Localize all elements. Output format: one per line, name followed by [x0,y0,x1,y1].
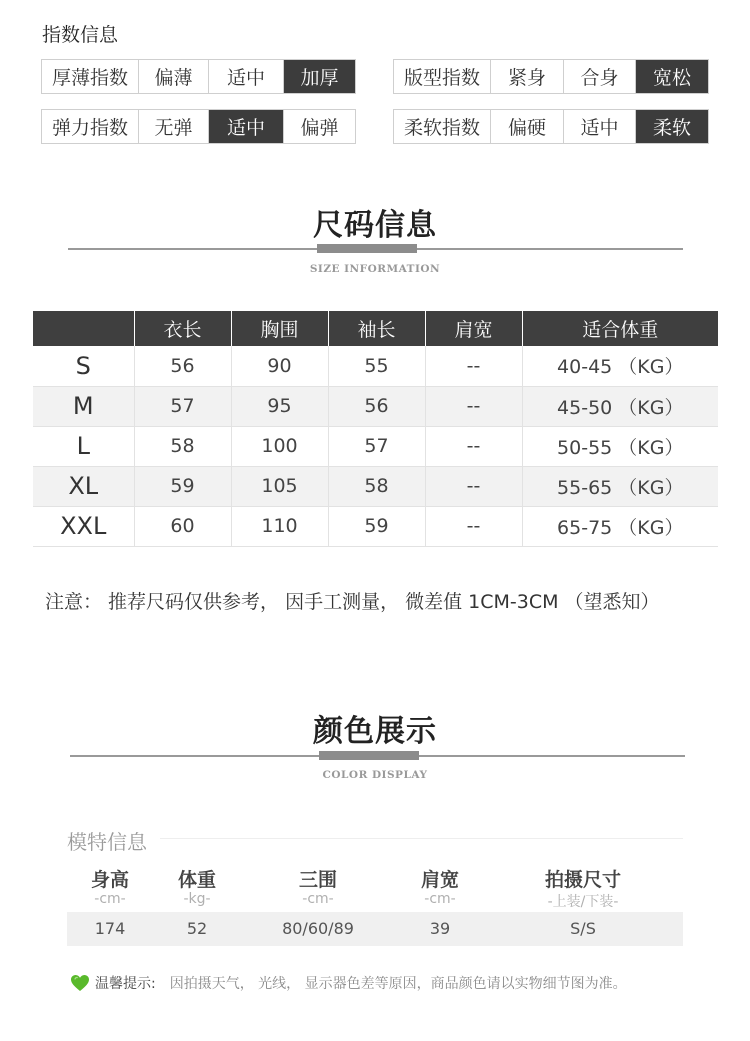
index-option-moderate-soft: 适中 [564,110,636,143]
tip-notice [70,973,627,993]
size-label: L [33,426,134,466]
size-cell: 105 [231,466,328,506]
index-label-fit: 版型指数 [394,60,491,93]
model-value-height: 174 [94,919,126,938]
size-cell: 55-65 （KG） [522,466,718,506]
table-row [33,466,718,506]
size-cell: 50-55 （KG） [522,426,718,466]
size-table [33,311,718,547]
index-info-title: 指数信息 [42,24,119,46]
index-option-thin: 偏薄 [139,60,209,93]
tip-text: 因拍摄天气， 光线， 显示器色差等原因，商品颜色请以实物细节图为准。 [169,976,627,992]
size-section-subtitle: SIZE INFORMATION [309,263,441,275]
size-cell: 45-50 （KG） [522,386,718,426]
size-cell: 55 [328,346,425,386]
index-label-elasticity: 弹力指数 [42,110,139,143]
size-cell: 56 [134,346,231,386]
table-row [33,426,718,466]
model-unit-shoulder: -cm- [424,891,456,907]
size-cell: -- [425,346,522,386]
size-label: XL [33,466,134,506]
index-group-fit [393,59,709,94]
model-value-shoulder: 39 [429,919,451,938]
size-section-title: 尺码信息 [313,208,437,243]
green-heart-icon [70,974,90,992]
size-cell: 58 [134,426,231,466]
size-cell: -- [425,386,522,426]
size-cell: 57 [328,426,425,466]
size-label: XXL [33,506,134,546]
model-head-shoulder: 肩宽 [420,869,459,891]
model-info-divider [160,838,683,839]
color-section-title: 颜色展示 [313,714,437,749]
index-option-no-stretch: 无弹 [139,110,209,143]
size-header-shoulder: 肩宽 [425,311,522,346]
index-label-thickness: 厚薄指数 [42,60,139,93]
index-option-tight: 紧身 [491,60,564,93]
model-value-shoot-size: S/S [570,919,596,938]
size-section-accent-bar [317,244,417,253]
size-cell: 60 [134,506,231,546]
model-head-measurements: 三围 [298,869,337,891]
color-section-subtitle: COLOR DISPLAY [322,769,428,781]
size-cell: 95 [231,386,328,426]
index-option-loose: 宽松 [636,60,708,93]
size-header-length: 衣长 [134,311,231,346]
size-header-weight: 适合体重 [522,311,718,346]
model-value-measurements: 80/60/89 [282,919,354,938]
table-row [33,506,718,546]
model-info-title: 模特信息 [67,830,147,854]
table-row [33,386,718,426]
size-cell: 65-75 （KG） [522,506,718,546]
table-row [33,346,718,386]
size-cell: -- [425,426,522,466]
index-label-softness: 柔软指数 [394,110,491,143]
color-section-accent-bar [319,751,419,760]
model-head-weight: 体重 [177,869,216,891]
size-cell: 40-45 （KG） [522,346,718,386]
size-cell: 100 [231,426,328,466]
model-head-height: 身高 [90,869,129,891]
size-cell: -- [425,466,522,506]
size-label: S [33,346,134,386]
size-header-chest: 胸围 [231,311,328,346]
size-cell: 56 [328,386,425,426]
size-cell: 57 [134,386,231,426]
index-option-soft: 柔软 [636,110,708,143]
index-option-medium: 适中 [209,60,284,93]
model-unit-height: -cm- [94,891,126,907]
index-group-softness [393,109,709,144]
model-value-weight: 52 [186,919,208,938]
size-cell: 90 [231,346,328,386]
size-table-header [33,311,718,346]
model-unit-weight: -kg- [183,891,211,907]
size-header-corner [33,311,134,346]
model-head-shoot-size: 拍摄尺寸 [544,869,621,891]
size-note: 注意： 推荐尺码仅供参考， 因手工测量， 微差值 1CM-3CM （望悉知） [45,591,660,613]
size-cell: 110 [231,506,328,546]
index-option-regular: 合身 [564,60,636,93]
index-option-moderate-stretch: 适中 [209,110,284,143]
index-group-thickness [41,59,356,94]
index-group-elasticity [41,109,356,144]
model-unit-measurements: -cm- [302,891,334,907]
model-unit-shoot-size: -上装/下装- [547,894,619,910]
size-header-sleeve: 袖长 [328,311,425,346]
index-option-thick: 加厚 [284,60,355,93]
size-cell: -- [425,506,522,546]
tip-label: 温馨提示: [95,976,156,992]
index-option-stiff: 偏硬 [491,110,564,143]
index-option-stretchy: 偏弹 [284,110,355,143]
size-cell: 59 [328,506,425,546]
size-cell: 59 [134,466,231,506]
size-cell: 58 [328,466,425,506]
size-label: M [33,386,134,426]
